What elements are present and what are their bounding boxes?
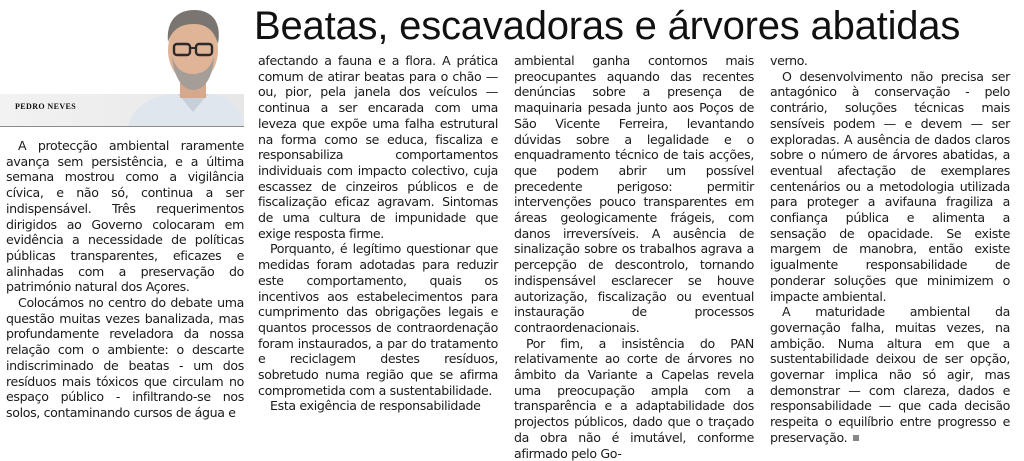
article-column-4 [770,53,1010,453]
paragraph: Esta exigência de responsabilidade [270,398,481,414]
paragraph: ambiental ganha contornos mais preocupantes aquando das recentes denúncias sobre a presença de maquinaria pesada junto aos Poços de São Vicente Ferreira, levantando dúvidas sobre a legalidade e o enquadramento técnico de tais acções, que podem abrir um possível precedente perigoso: permitir intervenções pouco transparentes em áreas geologicamente frágeis, com danos irreversíveis. A ausência de sinalização sobre os trabalhos agrava a percepção de descontrolo, tornando indispensável esclarecer se houve autorização, fiscalização ou eventual instauração de processos contraordenacionais. [514,53,754,335]
paragraph [770,304,1010,445]
paragraph: Porquanto, é legítimo questionar que medidas foram adotadas para reduzir este comportamento, quais os incentivos aos estabelecimentos para cumprimento das obrigações legais e quantos processos de contraordenação foram instaurados, a par do tratamento e reciclagem destes resíduos, sobretudo numa região que se afirma comprometida com a sustentabilidade. [258,241,498,398]
article-headline: Beatas, escavadoras e árvores abatidas [254,4,961,48]
paragraph: afectando a fauna e a flora. A prática comum de atirar beatas para o chão — ou, pior, pela janela dos veículos — continua a ser encarada com uma leveza que expõe uma falha estrutural na forma como se educa, fiscaliza e responsabiliza comportamentos individuais com impacto colectivo, cuja escassez de cinzeiros públicos e de fiscalização eficaz agravam. Sintomas de uma cultura de impunidade que exige resposta firme. [258,53,498,241]
paragraph: A protecção ambiental raramente avança sem persistência, e a última semana mostrou como a vigilância cívica, e não só, continua a ser indispensável. Três requerimentos dirigidos ao Governo colocaram em evidência a necessidade de políticas públicas transparentes, eficazes e alinhadas com a preservação do património natural dos Açores. [6,138,244,295]
paragraph: Colocámos no centro do debate uma questão muitas vezes banalizada, mas profundamente reveladora da nossa relação com o ambiente: o descarte indiscriminado de beatas - um dos resíduos mais tóxicos que circulam no espaço público - infiltrando-se nos solos, contaminando cursos de água e [6,295,244,420]
byline-divider [0,126,244,127]
article-column-1 [6,138,244,454]
author-photo [0,0,244,126]
paragraph: verno. [770,53,808,68]
paragraph-text: A maturidade ambiental da governação falha, muitas vezes, na ambição. Numa altura em que a sustentabilidade deixou de ser opção, governar implica não só agir, mas demonstrar — com clareza, dados e responsabilidade — que cada decisão respeita o equilíbrio entre progresso e preservação. [770,304,1010,445]
article-column-2 [258,53,498,453]
article-column-3 [514,53,754,461]
end-square-icon [853,435,859,441]
author-byline: PEDRO NEVES [15,102,77,111]
paragraph: O desenvolvimento não precisa ser antagónico à conservação - pelo contrário, soluções técnicas mais sensíveis podem — e devem — ser exploradas. A ausência de dados claros sobre o número de árvores abatidas, a eventual afectação de exemplares centenários ou a metodologia utilizada para proteger a avifauna fragiliza a confiança pública e alimenta a sensação de opacidade. Se existe margem de manobra, então existe igualmente responsabilidade de ponderar soluções que minimizem o impacte ambiental. [770,68,1010,304]
paragraph: Por fim, a insistência do PAN relativamente ao corte de árvores no âmbito da Variante a Capelas revela uma preocupação ampla com a transparência e a adaptabilidade dos projectos públicos, dado que o traçado da obra não é imutável, conforme afirmado pelo Go- [514,335,754,461]
